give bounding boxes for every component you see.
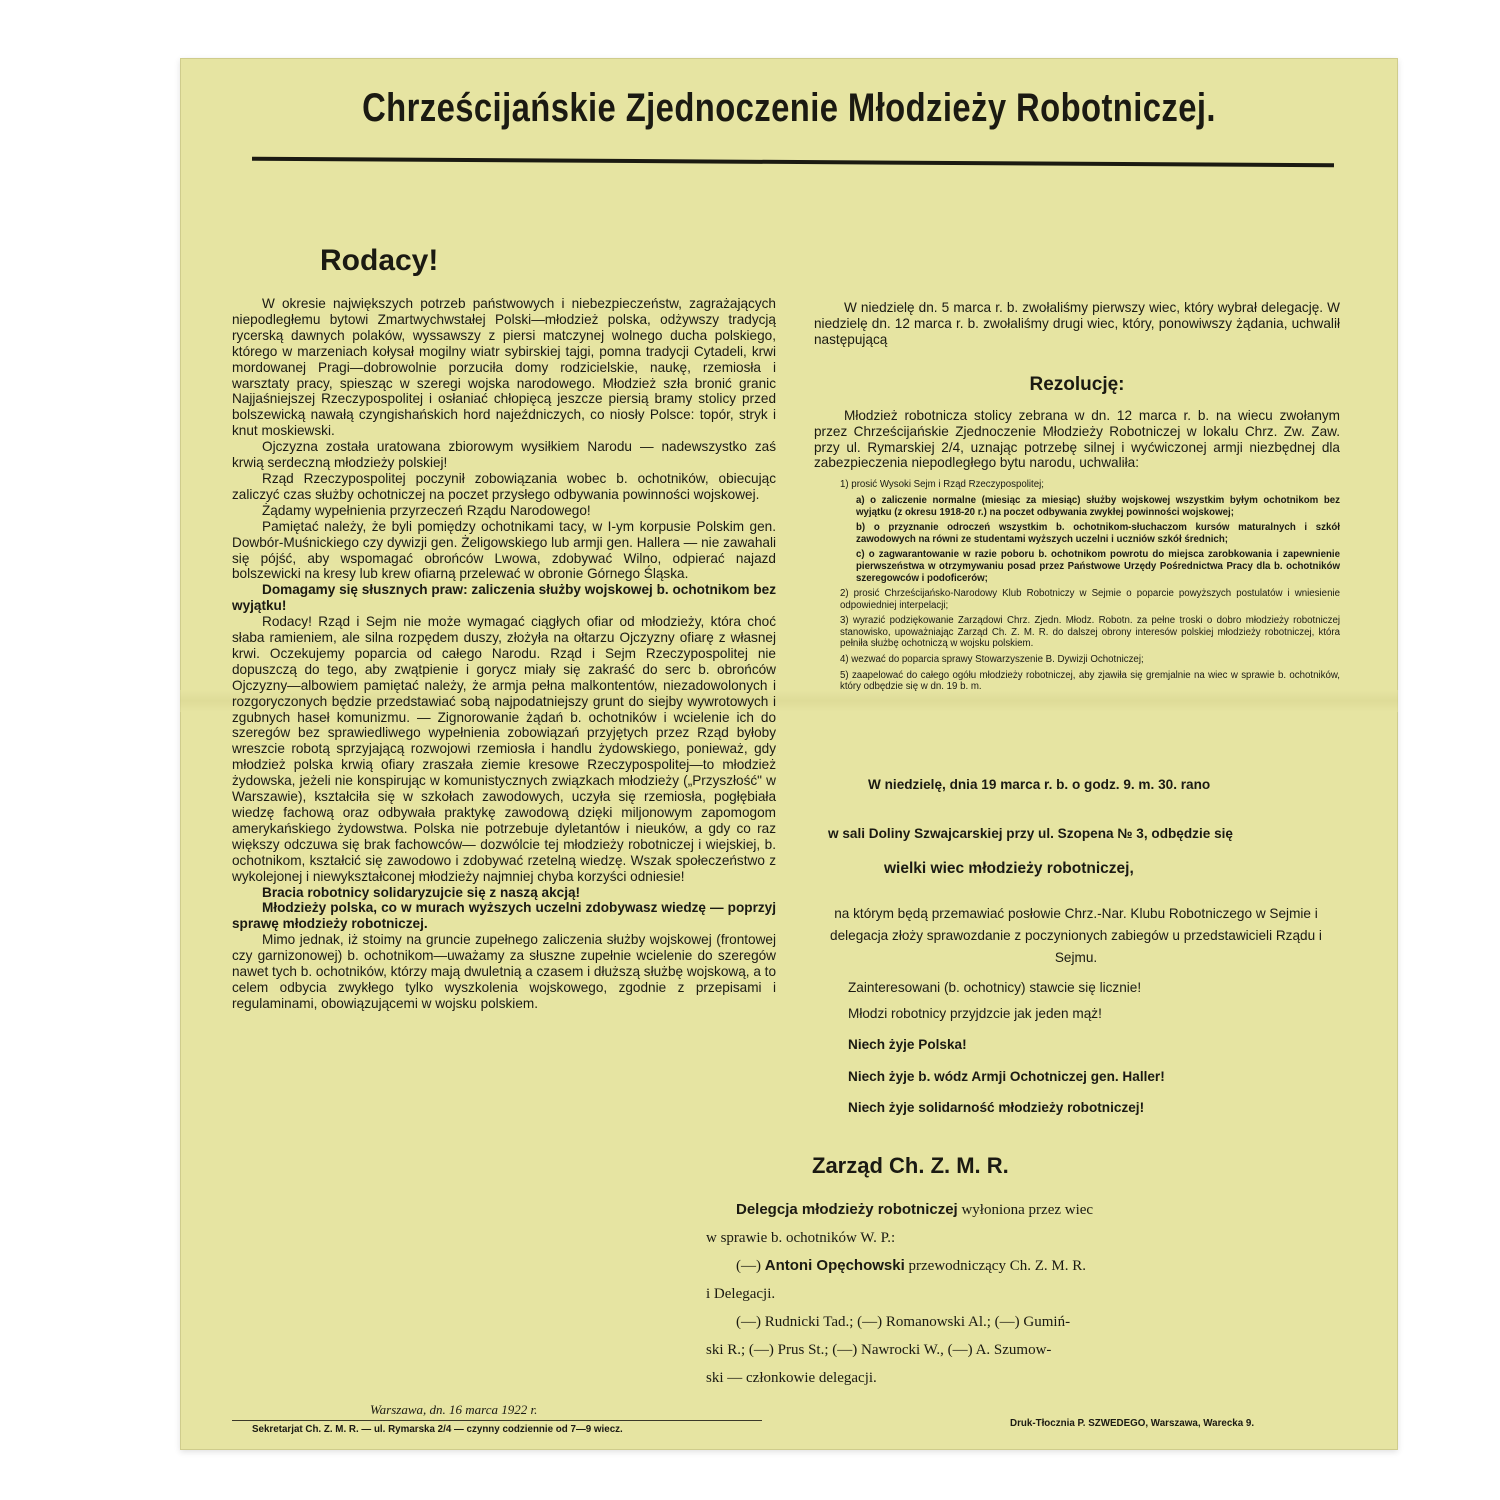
delegation-line-2: w sprawie b. ochotników W. P.: — [706, 1230, 896, 1246]
chair-name: Antoni Opęchowski — [764, 1257, 905, 1274]
chair-role: przewodniczący Ch. Z. M. R. — [904, 1258, 1086, 1274]
cheer-line-1: Niech żyje Polska! — [848, 1037, 967, 1052]
meeting-date: W niedzielę, dnia 19 marca r. b. o godz. 9. m. 30. rano — [868, 777, 1211, 792]
chair-line-2: i Delegacji. — [706, 1286, 776, 1302]
resolution-item: 2) prosić Chrześcijańsko-Narodowy Klub Robotniczy w Sejmie o poparcie powyższych postulatów i wniesienie odpowiedniej interpelacji; — [840, 588, 1340, 611]
resolution-list — [814, 479, 1340, 693]
resolution-heading: Rezolucję: — [1029, 373, 1125, 395]
resolution-item: 5) zaapelować do całego ogółu młodzieży robotniczej, aby zjawiła się gremjalnie na wiec w sprawie b. ochotników, który odbędzie się w dn. 19 b. m. — [840, 669, 1340, 693]
greeting-heading: Rodacy! — [320, 244, 439, 277]
members-line-2: ski R.; (—) Prus St.; (—) Nawrocki W., (—) A. Szumow- — [706, 1342, 1052, 1358]
resolution-item: a) o zaliczenie normalne (miesiąc za miesiąc) służby wojskowej wszystkim byłym ochotnikom bez wyjątku (z okresu 1918-20 r.) na poczet odbywania zwykłej powinności wojskowej; — [856, 494, 1340, 518]
meeting-title: wielki wiec młodzieży robotniczej, — [884, 860, 1134, 877]
chair-prefix: (—) — [736, 1258, 765, 1274]
left-paragraph: Rząd Rzeczypospolitej poczynił zobowiązania wobec b. ochotników, obiecując zaliczyć czas służby ochotniczej na poczet przysłego odbywania powinności wojskowej. — [232, 470, 776, 502]
board-signature: Zarząd Ch. Z. M. R. — [812, 1153, 1009, 1178]
members-line-1: (—) Rudnicki Tad.; (—) Romanowski Al.; (—) Gumiń- — [736, 1314, 1071, 1330]
left-column — [232, 296, 776, 1012]
appeal-line-1: Zainteresowani (b. ochotnicy) stawcie się licznie! — [848, 980, 1142, 995]
intro-paragraph: W niedzielę dn. 5 marca r. b. zwołaliśmy pierwszy wiec, który wybrał delegację. W niedzielę dn. 12 marca r. b. zwołaliśmy drugi wiec, który, ponowiwszy żądania, uchwalił następującą — [814, 300, 1340, 347]
place-date: Warszawa, dn. 16 marca 1922 r. — [370, 1402, 538, 1417]
page-title: Chrześcijańskie Zjednoczenie Młodzieży Robotniczej. — [362, 86, 1216, 130]
left-paragraph: W okresie największych potrzeb państwowych i niebezpieczeństw, zagrażających niepodległemu bytowi Zmartwychwstałej Polski—młodzież polska, odżywszy tradycją rycerską dawnych polaków, wyssawszy z piersi matczynej wolnego ducha polskiego, którego w marzeniach kołysał mogilny wiatr sybirskiej tajgi, pomna tradycji Cytadeli, krwi mordowanej Pragi—dobrowolnie porzuciła domy rodzicielskie, naukę, rzemiosła i warsztaty pracy, spiesząc w szeregi wojska narodowego. Młodzież szła bronić granic Najjaśniejszej Rzeczypospolitej i osłaniać chłopięcą jeszcze piersią bramy stolicy przed bolszewicką nawałą czyngishańskich hord najeźdniczych, co niosły Polsce: topór, stryk i knut moskiewski. — [232, 296, 776, 439]
left-paragraph: Domagamy się słusznych praw: zaliczenia służby wojskowej b. ochotnikom bez wyjątku! — [232, 582, 776, 614]
right-column — [814, 300, 1340, 697]
meeting-description: na którym będą przemawiać posłowie Chrz.-Nar. Klubu Robotniczego w Sejmie i delegacja złoży sprawozdanie z poczynionych zabiegów u przedstawicieli Rządu i Sejmu. — [830, 906, 1322, 965]
delegation-label: Delegcja młodzieży robotniczej — [736, 1201, 958, 1218]
meeting-place: w sali Doliny Szwajcarskiej przy ul. Szopena № 3, odbędzie się — [828, 826, 1233, 841]
resolution-item: b) o przyznanie odroczeń wszystkim b. ochotnikom-słuchaczom kursów maturalnych i szkół zawodowych na równi ze studentami wyższych uczelni i uczniów szkół średnich; — [856, 522, 1340, 545]
left-paragraph: Mimo jednak, iż stoimy na gruncie zupełnego zaliczenia służby wojskowej (frontowej czy garnizonowej) b. ochotnikom—uważamy za słuszne zupełnie wcielenie do szeregów nawet tych b. ochotników, którzy mają dwuletnią a czasem i dłuższą służbę wojskową, a to celem odbycia zwykłego tylko wyszkolenia wojskowego, zgodnie z przepisami i regulaminami, obowiązującemi w wojsku polskiem. — [232, 932, 777, 1011]
delegation-label-rest: wyłoniona przez wiec — [957, 1202, 1094, 1218]
printer-footer: Druk-Tłocznia P. SZWEDEGO, Warszawa, Warecka 9. — [1010, 1418, 1255, 1429]
cheer-line-3: Niech żyje solidarność młodzieży robotniczej! — [848, 1100, 1145, 1115]
footer-rule-left — [232, 1420, 762, 1421]
resolution-text: Młodzież robotnicza stolicy zebrana w dn. 12 marca r. b. na wiecu zwołanym przez Chrześcijańskie Zjednoczenie Młodzieży Robotniczej w lokalu Chrz. Zw. Zaw. przy ul. Rymarskiej 2/4, uznając potrzebę silnej i wyćwiczonej armji niezbędnej dla zabezpieczenia niepodległego bytu narodu, uchwaliła: — [814, 407, 1340, 471]
resolution-item: 4) wezwać do poparcia sprawy Stowarzyszenie B. Dywizji Ochotniczej; — [840, 654, 1144, 666]
resolution-item: 3) wyrazić podziękowanie Zarządowi Chrz. Zjedn. Młodz. Robotn. za pełne troski o dobro młodzieży robotniczej stanowisko, upoważniając Zarząd Ch. Z. M. R. do dalszej obrony interesów polskiej młodzieży robotniczej, która pełniła służbę ochotniczą w wojsku polskiem. — [840, 615, 1340, 650]
appeal-line-2: Młodzi robotnicy przyjdzcie jak jeden mąż! — [848, 1006, 1102, 1021]
left-paragraph: Młodzieży polska, co w murach wyższych uczelni zdobywasz wiedzę — poprzyj sprawę młodzieży robotniczej. — [232, 900, 776, 932]
left-paragraph: Żądamy wypełnienia przyrzeczeń Rządu Narodowego! — [262, 502, 591, 518]
resolution-item: 1) prosić Wysoki Sejm i Rząd Rzeczypospolitej; — [840, 479, 1044, 491]
secretariat-footer: Sekretarjat Ch. Z. M. R. — ul. Rymarska 2/4 — czynny codziennie od 7—9 wiecz. — [252, 1424, 623, 1435]
left-paragraph: Bracia robotnicy solidaryzujcie się z naszą akcją! — [262, 884, 581, 900]
left-paragraph: Ojczyzna została uratowana zbiorowym wysiłkiem Narodu — nadewszystko zaś krwią serdeczną młodzieży polskiej! — [232, 439, 776, 471]
delegation-block — [706, 1196, 1246, 1392]
cheer-line-2: Niech żyje b. wódz Armji Ochotniczej gen. Haller! — [848, 1069, 1165, 1084]
left-paragraph: Pamiętać należy, że byli pomiędzy ochotnikami tacy, w I-ym korpusie Polskim gen. Dowbór-Muśnickiego czy dywizji gen. Żeligowskiego lub armji gen. Hallera — nie zawahali się pójść, aby wspomagać obrońców Lwowa, zdobywać Wilno, odpierać najazd bolszewicki na kresy lub krew ofiarną przelewać w obronie Górnego Śląska. — [232, 518, 776, 582]
left-paragraph: Rodacy! Rząd i Sejm nie może wymagać ciągłych ofiar od młodzieży, która choć słaba ramieniem, ale silna rozpędem duszy, złożyła na ołtarzu Ojczyzny ofiarę z własnej krwi. Oczekujemy poparcia od całego Narodu. Rząd i Sejm Rzeczypospolitej nie dopuszczą do tego, aby zwątpienie i gorycz miały się zakraść do serc b. obrońców Ojczyzny—albowiem pamiętać należy, że armja pełna malkontentów, niezadowolonych i rozgoryczonych będzie przedstawiać sobą najpodatniejszy grunt do siejby wywrotowych i zgubnych haseł komunizmu. — Zignorowanie żądań b. ochotników i wcielenie ich do szeregów bez sprawiedliwego wypełnienia zobowiązań przyjętych przez Rząd byłoby wreszcie robotą sprzyjającą rozwojowi rzemiosła i handlu żydowskiego, ponieważ, gdy młodzież polska krwią ofiary zraszała ziemie kresowe Rzeczypospolitej—to młodzież żydowska, jeżeli nie konspirując w komunistycznych związkach młodzieży („Przyszłość" w Warszawie), kształciła się w szkołach zawodowych, uczyła się rzemiosła, pogłębiała wiedzę fachową oraz odbywała praktykę zawodową dzięki miljonowym zapomogom amerykańskiego żydowstwa. Polska nie potrzebuje dyletantów i nieuków, a gdy co raz większy odczuwa się brak fachowców— dozwólcie tej młodzieży robotniczej i wiejskiej, b. ochotnikom, kształcić się zawodowo i zdobywać rzetelną wiedzę. Wszak społeczeństwo z wykolejonej i niewykształconej młodzieży najmniej chyba korzyści odniesie! — [232, 614, 776, 884]
resolution-item: c) o zagwarantowanie w razie poboru b. ochotnikom powrotu do miejsca zarobkowania i zapewnienie pierwszeństwa w otrzymywaniu posad przez Państwowe Urzędy Pośrednictwa Pracy dla b. ochotników szeregowców i podoficerów; — [856, 549, 1340, 584]
members-line-3: ski — członkowie delegacji. — [706, 1370, 877, 1386]
